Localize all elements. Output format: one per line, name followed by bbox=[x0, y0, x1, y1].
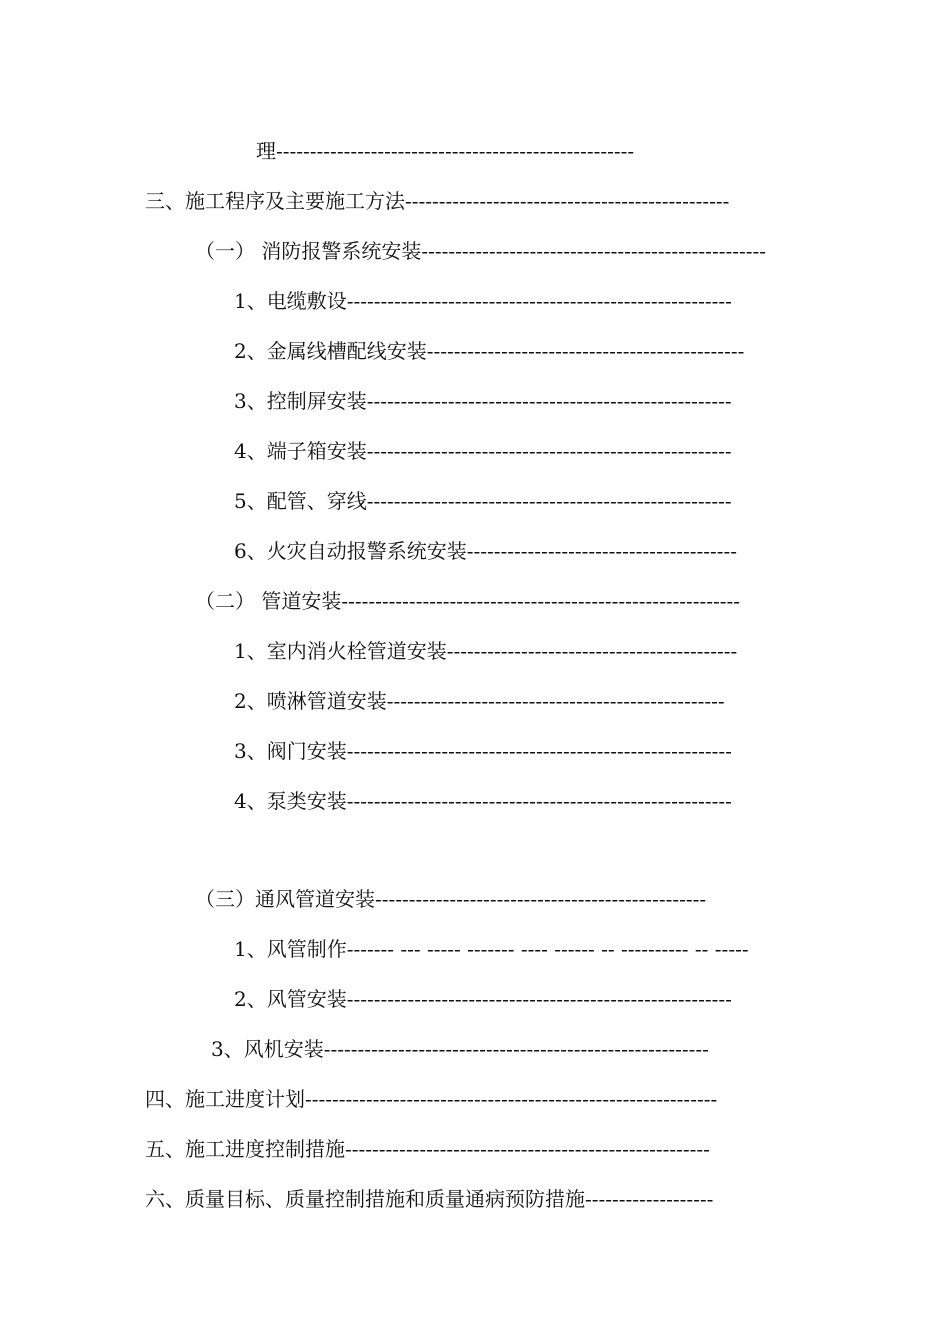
toc-line-item: 4、泵类安装--------------------------------------------------------- bbox=[234, 789, 732, 813]
toc-line-item: 4、端子箱安装------------------------------------------------------ bbox=[234, 439, 732, 463]
toc-line-section-6: 六、质量目标、质量控制措施和质量通病预防措施------------------- bbox=[145, 1187, 714, 1211]
toc-line-section-5: 五、施工进度控制措施------------------------------------------------------ bbox=[145, 1137, 710, 1161]
toc-line-sub-2: （二） 管道安装----------------------------------------------------------- bbox=[195, 589, 741, 613]
toc-line-section-4: 四、施工进度计划------------------------------------------------------------- bbox=[145, 1087, 718, 1111]
toc-line-item: 5、配管、穿线------------------------------------------------------ bbox=[234, 489, 732, 513]
toc-line-item: 1、电缆敷设--------------------------------------------------------- bbox=[234, 289, 732, 313]
toc-line-section-3: 三、施工程序及主要施工方法------------------------------------------------ bbox=[145, 189, 730, 213]
toc-line-continuation: 理----------------------------------------------------- bbox=[256, 139, 635, 163]
toc-line-item: 3、控制屏安装------------------------------------------------------ bbox=[234, 389, 732, 413]
toc-line-item: 2、风管安装--------------------------------------------------------- bbox=[234, 987, 732, 1011]
toc-line-item: 1、室内消火栓管道安装------------------------------------------- bbox=[234, 639, 738, 663]
toc-line-sub-1: （一） 消防报警系统安装--------------------------------------------------- bbox=[195, 239, 767, 263]
toc-line-item: 2、金属线槽配线安装----------------------------------------------- bbox=[234, 339, 745, 363]
toc-line-item: 1、风管制作------- --- ----- ------- ---- ------ -- ---------- -- ----- bbox=[234, 937, 749, 961]
toc-line-item: 6、火灾自动报警系统安装---------------------------------------- bbox=[234, 539, 738, 563]
toc-line-item: 3、风机安装--------------------------------------------------------- bbox=[211, 1037, 709, 1061]
toc-line-item: 2、喷淋管道安装-------------------------------------------------- bbox=[234, 689, 725, 713]
toc-line-item: 3、阀门安装--------------------------------------------------------- bbox=[234, 739, 732, 763]
toc-line-sub-3: （三）通风管道安装------------------------------------------------- bbox=[195, 887, 707, 911]
